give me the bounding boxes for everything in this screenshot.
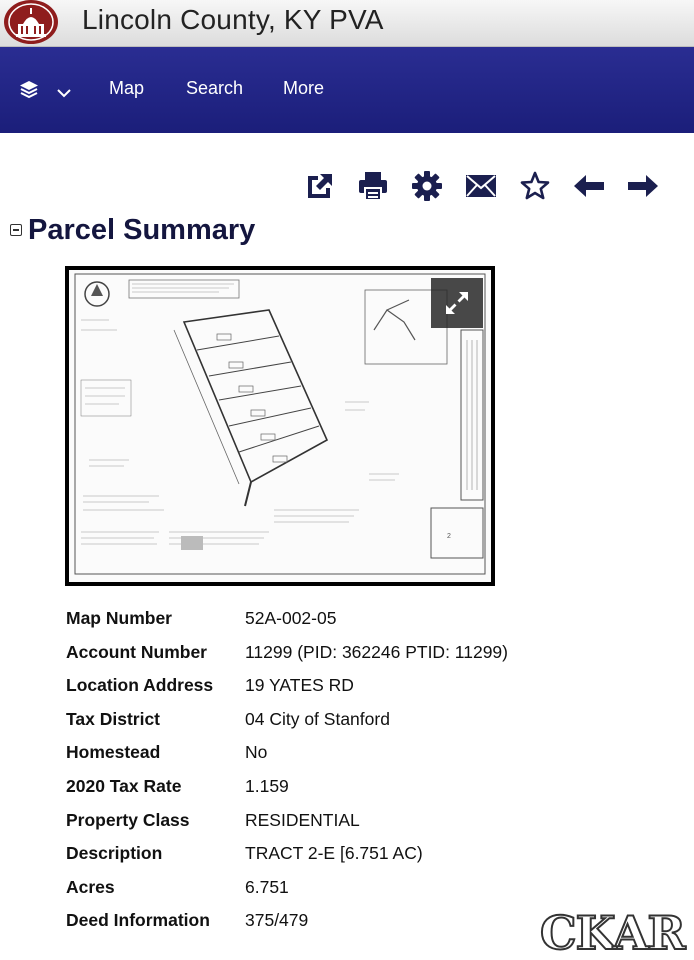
print-icon xyxy=(356,170,390,202)
detail-label: Description xyxy=(66,843,163,864)
share-button[interactable] xyxy=(300,166,338,206)
arrow-left-icon xyxy=(572,172,606,200)
detail-value: 52A-002-05 xyxy=(245,608,337,628)
next-button[interactable] xyxy=(624,166,662,206)
email-icon xyxy=(464,172,498,200)
detail-row xyxy=(66,736,666,770)
detail-row xyxy=(66,703,666,737)
print-button[interactable] xyxy=(354,166,392,206)
detail-row xyxy=(66,837,666,871)
arrow-right-icon xyxy=(626,172,660,200)
detail-label: Account Number xyxy=(66,641,207,662)
expand-icon xyxy=(442,288,472,318)
settings-button[interactable] xyxy=(408,166,446,206)
detail-label: Location Address xyxy=(66,675,214,696)
detail-row xyxy=(66,871,666,905)
svg-text:2: 2 xyxy=(447,533,451,540)
site-title: Lincoln County, KY PVA xyxy=(82,4,384,35)
main-navbar xyxy=(0,47,694,133)
detail-label: Property Class xyxy=(66,809,190,830)
email-button[interactable] xyxy=(462,166,500,206)
nav-map[interactable]: Map xyxy=(109,78,145,98)
star-icon xyxy=(519,170,551,202)
parcel-details-table xyxy=(66,602,666,938)
expand-image-button[interactable] xyxy=(431,278,483,328)
ckar-watermark: CKAR xyxy=(540,906,685,960)
detail-value: 11299 (PID: 362246 PTID: 11299) xyxy=(245,641,508,662)
plat-drawing xyxy=(69,270,491,582)
collapse-toggle-icon[interactable] xyxy=(10,224,22,236)
detail-label: Deed Information xyxy=(66,910,210,931)
detail-value: RESIDENTIAL xyxy=(245,809,360,830)
detail-value: 19 YATES RD xyxy=(245,675,354,696)
courthouse-logo-icon[interactable] xyxy=(4,0,58,44)
section-title: Parcel Summary xyxy=(28,214,256,246)
detail-label: 2020 Tax Rate xyxy=(66,775,182,796)
detail-value: 1.159 xyxy=(245,775,289,796)
previous-button[interactable] xyxy=(570,166,608,206)
detail-row xyxy=(66,602,666,636)
share-icon xyxy=(302,170,336,202)
detail-value: TRACT 2-E [6.751 AC) xyxy=(245,843,423,864)
detail-label: Acres xyxy=(66,876,115,897)
report-toolbar xyxy=(300,166,670,206)
detail-value: No xyxy=(245,742,268,763)
title-bar xyxy=(0,0,694,47)
favorite-button[interactable] xyxy=(516,166,554,206)
detail-row xyxy=(66,804,666,838)
layers-icon xyxy=(18,79,40,101)
detail-label: Tax District xyxy=(66,708,161,729)
detail-row xyxy=(66,636,666,670)
detail-row xyxy=(66,770,666,804)
detail-row xyxy=(66,669,666,703)
gear-icon xyxy=(411,170,443,202)
nav-search[interactable]: Search xyxy=(186,78,244,98)
detail-label: Map Number xyxy=(66,608,172,628)
detail-label: Homestead xyxy=(66,742,161,763)
layers-menu-button[interactable] xyxy=(18,77,78,105)
chevron-down-icon xyxy=(56,87,72,99)
detail-value: 6.751 xyxy=(245,876,289,897)
detail-value: 04 City of Stanford xyxy=(245,708,390,729)
detail-value: 375/479 xyxy=(245,910,309,931)
nav-more[interactable]: More xyxy=(283,78,325,98)
plat-sketch-drawing xyxy=(69,270,491,582)
